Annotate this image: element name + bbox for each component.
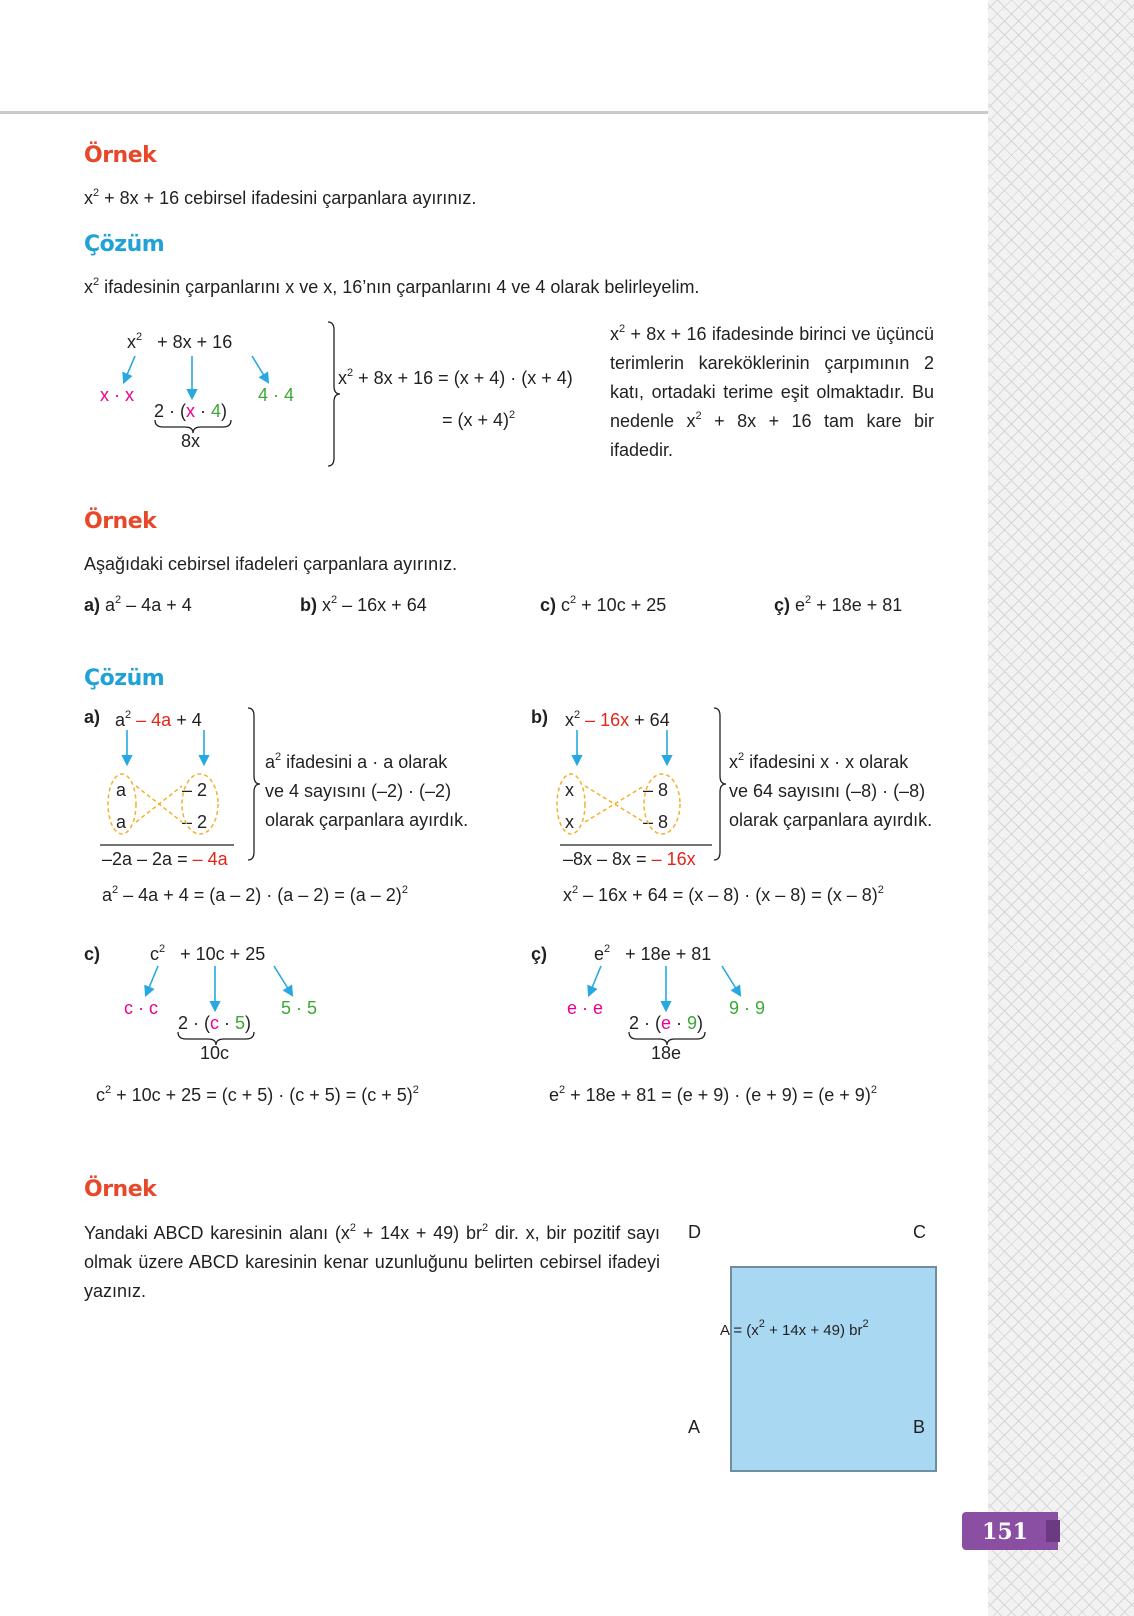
solution-a-note: $a^2$ ifadesini a · a olarak <box>265 751 448 772</box>
ex1-equation-2: = $(x + 4)^2$ <box>442 409 516 430</box>
exercise-item-a: a) $a^2 - 4a + 4$ <box>84 594 192 615</box>
solution-a-note-line3: olarak çarpanlara ayırdık. <box>265 810 469 830</box>
solution-a-row1-left: a <box>116 780 127 800</box>
example-1-solution-heading: Çözüm <box>84 232 165 257</box>
solution-b-row2-left: x <box>565 812 574 832</box>
solution-b-row1-right: – 8 <box>643 780 669 800</box>
page-number: 151 <box>982 1519 1028 1545</box>
solution-a-row2-right: – 2 <box>182 812 208 832</box>
corner-label-a: A <box>688 1417 701 1437</box>
solution-c-arrow-left <box>146 966 158 995</box>
ex1-arrow-right <box>252 356 268 382</box>
solution-a-label: a) <box>84 707 101 727</box>
solution-a-row2-left: a <box>116 812 127 832</box>
solution-a-cross-2 <box>136 786 182 822</box>
example-1-heading: Örnek <box>84 143 157 168</box>
solution-c-result: $c^2 + 10c + 25 = (c + 5) \cdot (c + 5) = (c + 5)^2$ <box>96 1084 419 1105</box>
solution-b-middle-sum: –8x – 8x = – 16x <box>563 849 696 869</box>
solution-b-cross-1 <box>585 786 644 822</box>
ex1-arrow-left <box>124 356 135 382</box>
exercise-item-cc: ç) $e^2 + 18e + 81$ <box>774 594 903 615</box>
exercise-item-c: c) $c^2 + 10c + 25$ <box>540 594 667 615</box>
solution-a-result: $a^2 - 4a + 4 = (a - 2) \cdot (a - 2) = (a - 2)^2$ <box>102 884 408 905</box>
exercise-item-b: b) $x^2 - 16x + 64$ <box>300 594 427 615</box>
solution-a-note-line2: ve 4 sayısını (–2) · (–2) <box>265 781 452 801</box>
example-3-prompt: Yandaki ABCD karesinin alanı $(x^2 + 14x + 49)$ $br^2$ dir. x, bir pozitif sayı olmak üzere ABCD karesinin kenar uzunluğunu belirten cebirsel ifadeyi yazınız. <box>84 1222 660 1301</box>
example-1-intro: $x^2$ ifadesinin çarpanlarını x ve x, 16’nın çarpanlarını 4 ve 4 olarak belirleyelim. <box>84 276 700 297</box>
corner-label-b: B <box>913 1417 926 1437</box>
solution-b-note: $x^2$ ifadesini x · x olarak <box>729 751 909 772</box>
square-abcd <box>730 1266 937 1472</box>
ex1-diagram-sum: 8x <box>181 431 201 451</box>
solution-c-middle: 2 · (c · 5) <box>178 1013 252 1033</box>
example-1-prompt: $x^2 + 8x + 16$ cebirsel ifadesini çarpanlara ayırınız. <box>84 187 477 208</box>
ex1-diagram-right-factor: 4 · 4 <box>258 385 295 405</box>
solution-a-expression: $a^2 - 4a + 4$ <box>115 709 202 730</box>
ex1-diagram-terms: $x^2$ + 8x + 16 <box>127 331 233 352</box>
solution-b-brace <box>714 708 726 860</box>
example-3-heading: Örnek <box>84 1177 157 1202</box>
solution-cc-left-factor: e · e <box>567 998 604 1018</box>
solution-a-middle-sum: –2a – 2a = – 4a <box>102 849 228 869</box>
example-2-heading: Örnek <box>84 509 157 534</box>
solution-b-result: $x^2 - 16x + 64 = (x - 8) \cdot (x - 8) = (x - 8)^2$ <box>563 884 884 905</box>
corner-label-d: D <box>688 1222 701 1242</box>
solution-cc-label: ç) <box>531 944 548 964</box>
solution-b-expression: $x^2 - 16x + 64$ <box>565 709 670 730</box>
example-2-prompt: Aşağıdaki cebirsel ifadeleri çarpanlara ayırınız. <box>84 554 458 574</box>
decorative-pattern-margin <box>988 0 1134 1616</box>
solution-b-label: b) <box>531 707 548 727</box>
solution-a-row1-right: – 2 <box>182 780 208 800</box>
solution-c-label: c) <box>84 944 101 964</box>
header-divider <box>0 111 988 114</box>
ex1-diagram-middle: 2 · (x · 4) <box>154 401 228 421</box>
ex1-equation-1: $x^2 + 8x + 16 = (x + 4) \cdot (x + 4)$ <box>338 367 573 388</box>
solution-cc-right-factor: 9 · 9 <box>729 998 766 1018</box>
solution-b-note-line2: ve 64 sayısını (–8) · (–8) <box>729 781 926 801</box>
corner-label-c: C <box>913 1222 926 1242</box>
solution-a-cross-1 <box>136 786 182 822</box>
solution-b-row1-left: x <box>565 780 574 800</box>
square-area-label: $A = (x^2 + 14x + 49)$ $br^2$ <box>720 1318 869 1339</box>
ex1-explanation: $x^2 + 8x + 16$ ifadesinde birinci ve üçüncü terimlerin kareköklerinin çarpımının 2 katı, ortadaki terime eşit olmaktadır. Bu nedenle $x^2 + 8x + 16$ tam kare bir ifadedir. <box>610 323 934 460</box>
solution-c-arrow-right <box>274 966 292 995</box>
solution-b-cross-2 <box>585 786 644 822</box>
solution-b-note-line3: olarak çarpanlara ayırdık. <box>729 810 933 830</box>
solution-c-right-factor: 5 · 5 <box>281 998 318 1018</box>
solution-cc-middle: 2 · (e · 9) <box>629 1013 704 1033</box>
page-number-tab-edge <box>1046 1520 1060 1542</box>
ex1-brace <box>328 322 340 466</box>
example-2-solution-heading: Çözüm <box>84 666 165 691</box>
solution-cc-arrow-right <box>722 966 740 995</box>
ex1-diagram-left-factor: x · x <box>100 385 134 405</box>
solution-c-sum: 10c <box>200 1043 230 1063</box>
solution-b-row2-right: – 8 <box>643 812 669 832</box>
solution-cc-terms: $e^2$ + 18e + 81 <box>594 943 712 964</box>
solution-c-left-factor: c · c <box>124 998 158 1018</box>
solution-a-brace <box>248 708 260 860</box>
solution-c-terms: $c^2$ + 10c + 25 <box>150 943 266 964</box>
solution-cc-result: $e^2 + 18e + 81 = (e + 9) \cdot (e + 9) = (e + 9)^2$ <box>549 1084 877 1105</box>
solution-cc-arrow-left <box>589 966 601 995</box>
solution-cc-sum: 18e <box>651 1043 682 1063</box>
